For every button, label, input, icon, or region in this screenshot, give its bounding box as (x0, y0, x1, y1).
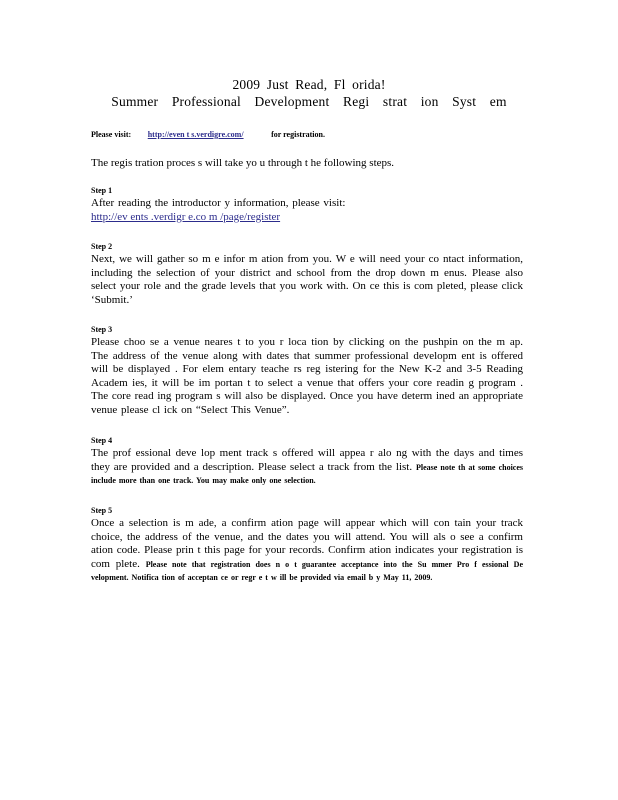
step-4-text: The prof essional deve lop ment track s offered will appea r alo ng with the days and times they are provided and a description. Please select a track from the list. (91, 447, 523, 473)
step-3-label: Step 3 (91, 325, 113, 334)
step-2-label: Step 2 (91, 242, 113, 251)
step-5-note: Please note that registration does n o t guarantee acceptance into the Su mmer Pro f essional De velopment. Notifica tion of acceptan ce or regr e t w ill be provided via email b y May 11, 2009. (91, 559, 524, 582)
step-4-text-block (91, 447, 523, 488)
step-1-text: After reading the introductor y information, please visit: (91, 197, 346, 209)
step-2-text: Next, we will gather so m e infor m ation from you. W e will need your co ntact information, including the selection of your district and school from the drop down m enus. Please also select your role and the grade levels that you work with. On ce this is com pleted, please click ‘Submit.’ (91, 253, 523, 306)
intro-text: The regis tration proces s will take yo u through t he following steps. (91, 157, 395, 169)
step-1 (91, 185, 523, 224)
step-5-text-block (91, 517, 523, 585)
step-1-link[interactable]: http://ev ents .verdigr e.co m /page/register (91, 210, 281, 223)
step-5-text: Once a selection is m ade, a confirm ation page will appear which will con tain your track choice, the address of the venue, and the dates you will attend. You will als o see a confirm ation code. Please prin t this page for your records. Confirm ation indicates your registration is com plete. (91, 517, 523, 570)
step-2 (91, 241, 523, 307)
step-5-label: Step 5 (91, 506, 113, 515)
step-4-note: Please note th at some choices include more than one track. You may make only one selection. (91, 462, 524, 485)
document-title: 2009 Just Read, Fl orida! (232, 77, 386, 92)
step-3 (91, 324, 523, 417)
step-3-text: Please choo se a venue neares t to you r loca tion by clicking on the pushpin on the m ap. The address of the venue along with dates that summer professional developm ent is offered will be displayed . For elem entary teache rs reg istering for the New K-2 and 3-5 Reading Academ ies, it will be im portan t to select a venue that offers your core readin g program . The core read ing program s will also be displayed. Once you have determ ined an appropriate venue please cl ick on “Select This Venue”. (91, 336, 523, 416)
registration-link[interactable]: http://even t s.verdigre.com/ (147, 130, 244, 139)
step-1-label: Step 1 (91, 186, 113, 195)
step-5 (91, 505, 523, 585)
step-4-label: Step 4 (91, 436, 113, 445)
document-subtitle: Summer Professional Development Regi strat ion Syst em (111, 94, 507, 109)
step-4 (91, 435, 523, 488)
visit-suffix: for registration. (271, 130, 325, 139)
visit-prefix: Please visit: (91, 130, 132, 139)
visit-line (91, 128, 523, 142)
